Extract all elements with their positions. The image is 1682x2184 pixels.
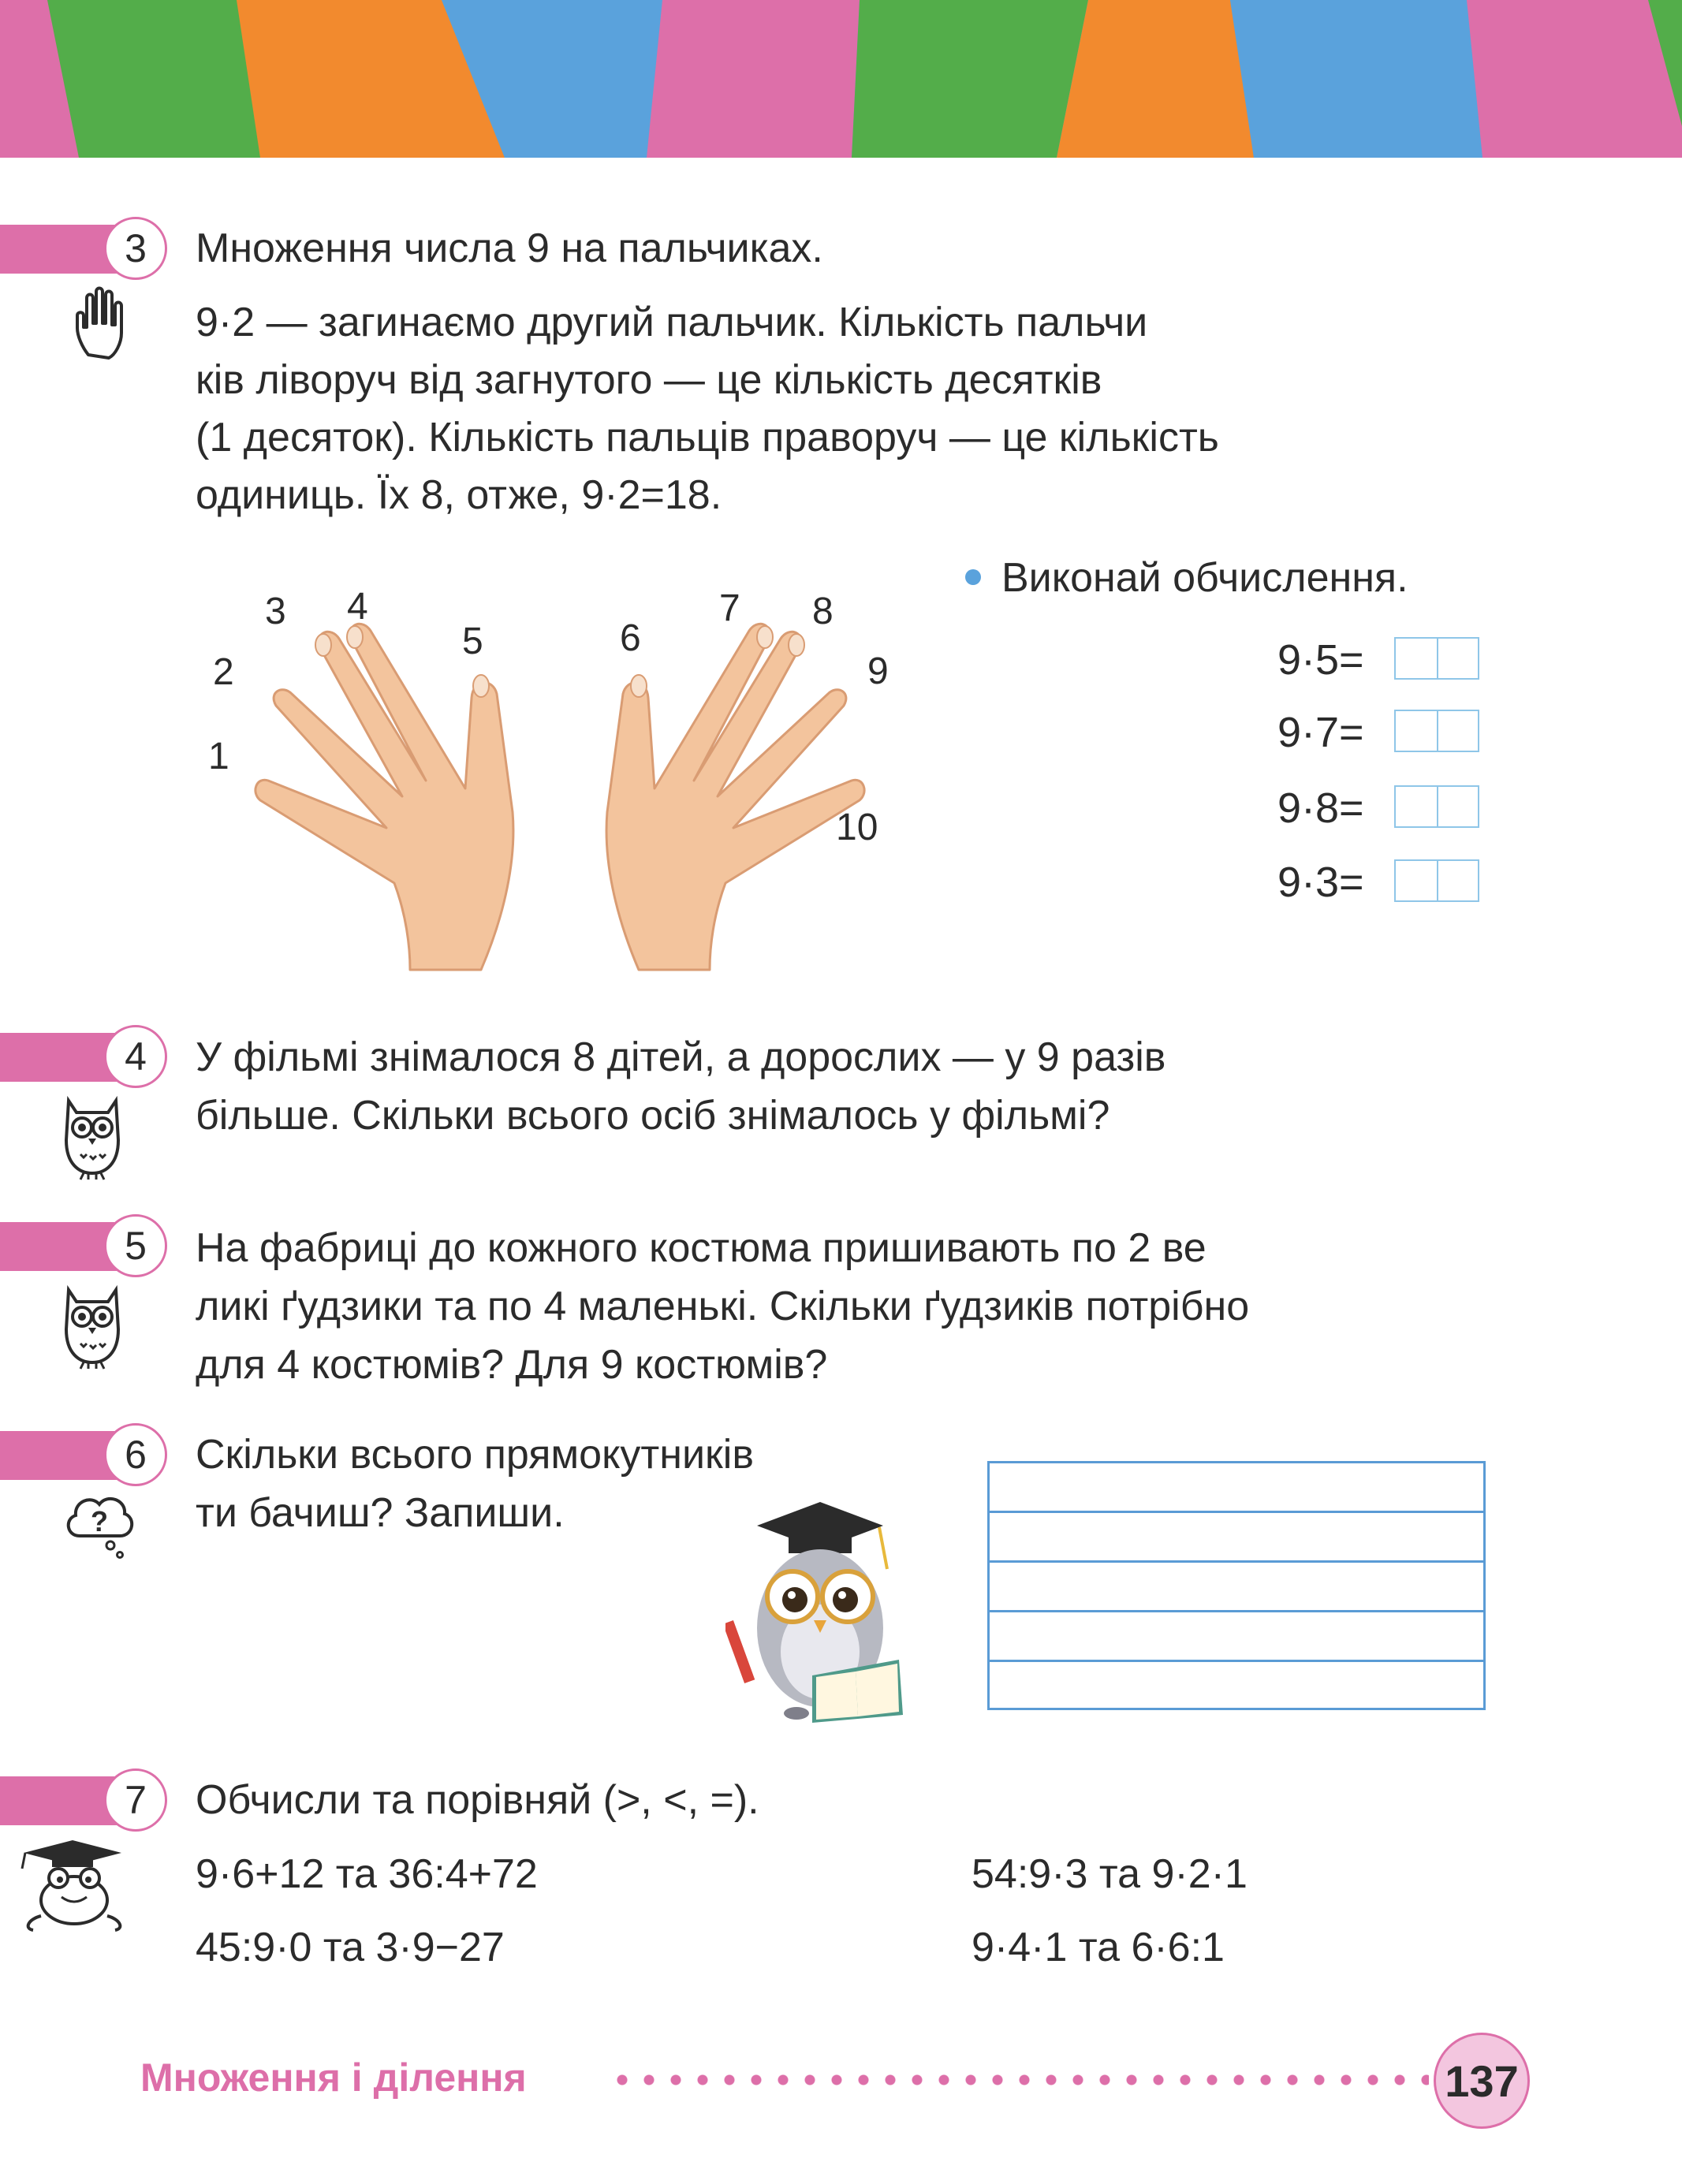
calculation: 9·7= — [1277, 709, 1364, 756]
task-number: 4 — [104, 1025, 167, 1088]
page-number: 137 — [1434, 2033, 1530, 2129]
frog-graduate-icon — [17, 1837, 136, 1935]
answer-box[interactable] — [1394, 710, 1479, 752]
calculation: 9·8= — [1277, 785, 1364, 832]
owl-professor-illustration — [725, 1494, 907, 1723]
calculation: 9·5= — [1277, 636, 1364, 684]
dotted-leader — [609, 2074, 1429, 2085]
finger-label: 5 — [462, 621, 483, 662]
task-text-line: більше. Скільки всього осіб знімалось у фільмі? — [196, 1093, 1110, 1139]
top-banner — [0, 0, 1682, 158]
rectangle-divider — [990, 1560, 1483, 1563]
finger-label: 3 — [265, 591, 286, 632]
finger-label: 8 — [812, 591, 834, 632]
calculation: 9·3= — [1277, 859, 1364, 906]
task-text-line: для 4 костюмів? Для 9 костюмів? — [196, 1342, 828, 1388]
task-text-line: У фільмі знімалося 8 дітей, а дорослих — у 9 разів — [196, 1034, 1166, 1080]
task-text-line: ликі ґудзики та по 4 маленькі. Скільки ґудзиків потрібно — [196, 1284, 1250, 1329]
rectangle-divider — [990, 1610, 1483, 1612]
finger-label: 9 — [867, 650, 889, 692]
paragraph-line: одиниць. Їх 8, отже, 9·2=18. — [196, 472, 722, 518]
paragraph-line: (1 десяток). Кількість пальців праворуч — це кількість — [196, 415, 1219, 460]
finger-label: 10 — [836, 807, 878, 848]
hands-illustration — [237, 599, 883, 978]
finger-label: 4 — [347, 586, 368, 628]
bullet-dot — [965, 569, 981, 585]
question-cloud-icon — [60, 1487, 139, 1560]
owl-icon — [57, 1093, 128, 1181]
task-number: 6 — [104, 1423, 167, 1486]
answer-box[interactable] — [1394, 637, 1479, 680]
bullet-instruction: Виконай обчислення. — [1001, 555, 1408, 601]
task-text-line: На фабриці до кожного костюма пришивають по 2 ве — [196, 1225, 1206, 1271]
task-title: Множення числа 9 на пальчиках. — [196, 225, 823, 271]
svg-text:?: ? — [91, 1505, 108, 1537]
section-title: Множення і ділення — [140, 2055, 527, 2100]
paragraph-line: 9·2 — загинаємо другий пальчик. Кількість пальчи — [196, 300, 1148, 345]
comparison-expression: 54:9·3 та 9·2·1 — [972, 1851, 1248, 1897]
finger-label: 2 — [213, 651, 234, 693]
comparison-expression: 45:9·0 та 3·9−27 — [196, 1925, 505, 1970]
finger-label: 7 — [719, 587, 740, 629]
owl-icon — [57, 1282, 128, 1370]
finger-label: 1 — [208, 736, 229, 777]
task-text-line: Скільки всього прямокутників — [196, 1432, 754, 1478]
paragraph-line: ків ліворуч від загнутого — це кількість десятків — [196, 357, 1102, 403]
answer-box[interactable] — [1394, 785, 1479, 828]
rectangles-figure — [987, 1461, 1486, 1710]
task-number: 3 — [104, 217, 167, 280]
task-text-line: ти бачиш? Запиши. — [196, 1490, 565, 1536]
comparison-expression: 9·6+12 та 36:4+72 — [196, 1851, 538, 1897]
finger-label: 6 — [620, 617, 641, 659]
task-number: 7 — [104, 1768, 167, 1832]
hand-icon — [71, 284, 134, 363]
task-title: Обчисли та порівняй (>, <, =). — [196, 1777, 759, 1823]
task-number: 5 — [104, 1214, 167, 1277]
rectangle-divider — [990, 1660, 1483, 1662]
rectangle-divider — [990, 1511, 1483, 1513]
answer-box[interactable] — [1394, 859, 1479, 902]
comparison-expression: 9·4·1 та 6·6:1 — [972, 1925, 1225, 1970]
